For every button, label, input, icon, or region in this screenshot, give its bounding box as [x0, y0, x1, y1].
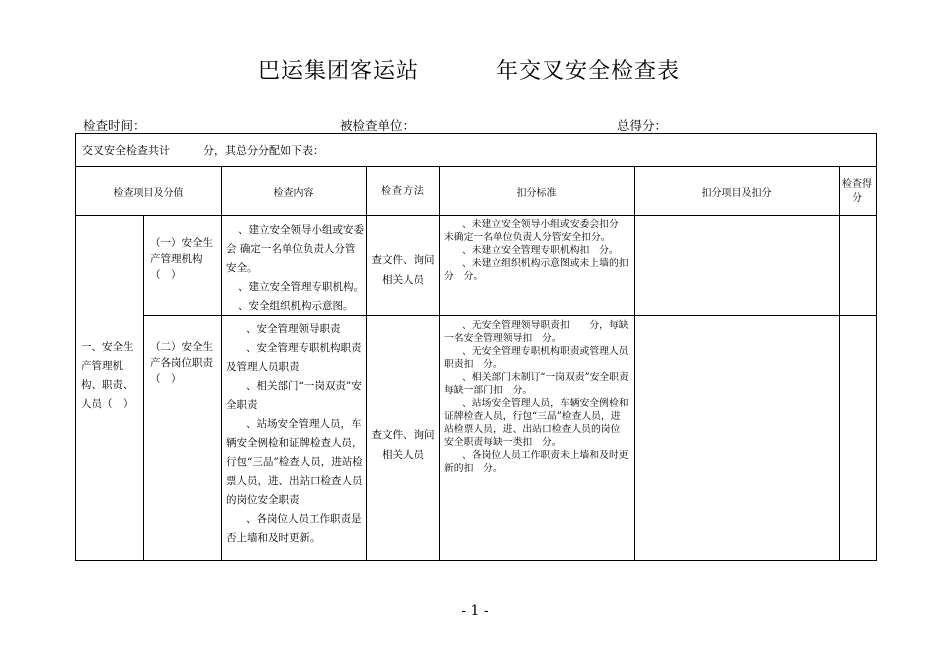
document-title — [0, 54, 950, 94]
row2-standard — [444, 319, 630, 475]
row2-content — [226, 320, 364, 548]
total-score-label: 总得分： — [617, 118, 668, 133]
row2-method: 查文件、询问相关人员 — [371, 429, 435, 461]
row1-content-1: 、建立安全领导小组或安委会 确定一名单位负责人分管安全。 — [226, 224, 364, 274]
row2-standard-3: 、相关部门未制订“一岗双责”安全职责每缺一部门扣 分。 — [444, 372, 629, 396]
col-divider-sub — [143, 215, 144, 561]
row1-content-3: 、安全组织机构示意图。 — [238, 300, 354, 312]
title-org: 巴运集团客运站 — [258, 59, 420, 84]
section-label: 一、安全生产管理机构、职责、人员（ ） — [81, 341, 134, 410]
row2-deduct-cell[interactable] — [635, 316, 839, 561]
row2-standard-4: 、站场安全管理人员，车辆安全例检和证牌检查人员，行包“三品”检查人员，进站检票人员，进、出站口检查人员的岗位安全职责每缺一类扣 分。 — [444, 398, 629, 448]
title-name: 年交叉安全检查表 — [496, 59, 681, 84]
row2-content-2: 、安全管理专职机构职责及管理人员职责 — [226, 342, 362, 373]
row1-score-cell[interactable] — [840, 216, 876, 315]
header-method: 检查方法 — [381, 186, 425, 197]
row2-standard-1: 、无安全管理领导职责扣 分，每缺一名安全管理领导扣 分。 — [444, 320, 629, 344]
check-time-label: 检查时间： — [83, 118, 146, 133]
row1-standard-3: 、未建立组织机构示意图或未上墙的扣分 分。 — [444, 258, 629, 282]
row1-method: 查文件、询问相关人员 — [371, 254, 435, 286]
row2-content-4: 、站场安全管理人员，车辆安全例检和证牌检查人员，行包“三品”检查人员，进站检票人员，进、出站口检查人员的岗位安全职责 — [226, 418, 363, 506]
col-divider-method — [366, 167, 367, 561]
row2-content-5: 、各岗位人员工作职责是否上墙和及时更新。 — [226, 513, 362, 544]
col-divider-content — [221, 215, 222, 561]
page-number: - 1 - — [461, 603, 489, 619]
header-content: 检查内容 — [273, 187, 314, 199]
col-divider-standard — [439, 167, 440, 561]
row1-standard — [444, 218, 630, 283]
row2-standard-2: 、无安全管理专职机构职责或管理人员职责扣 分。 — [444, 346, 629, 370]
row2-standard-5: 、各岗位人员工作职责未上墙和及时更新的扣 分。 — [444, 450, 629, 474]
inspection-table — [75, 133, 877, 561]
row2-subitem: （二）安全生产各岗位职责（ ） — [150, 341, 213, 385]
header-standard: 扣分标准 — [516, 187, 557, 199]
header-score: 检查得分 — [842, 179, 872, 204]
header-item: 检查项目及分值 — [113, 187, 184, 199]
row1-deduct-cell[interactable] — [635, 216, 839, 315]
checked-unit-label: 被检查单位： — [340, 118, 416, 133]
row2-score-cell[interactable] — [840, 316, 876, 561]
row1-standard-1: 、未建立安全领导小组或安委会扣分 未确定一名单位负责人分管安全扣分。 — [444, 219, 619, 243]
row1-standard-2: 、未建立安全管理专职机构扣 分。 — [462, 245, 619, 256]
row2-content-1: 、安全管理领导职责 — [246, 323, 341, 335]
row2-content-3: 、相关部门“一岗双责”安全职责 — [226, 380, 362, 411]
row1-subitem: （一）安全生产管理机构（ ） — [150, 237, 213, 281]
row1-content — [226, 221, 364, 316]
header-deduct: 扣分项目及扣分 — [701, 187, 772, 199]
summary-row: 交叉安全检查共计 分，其总分分配如下表： — [76, 134, 876, 167]
row1-content-2: 、建立安全管理专职机构。 — [238, 281, 364, 293]
